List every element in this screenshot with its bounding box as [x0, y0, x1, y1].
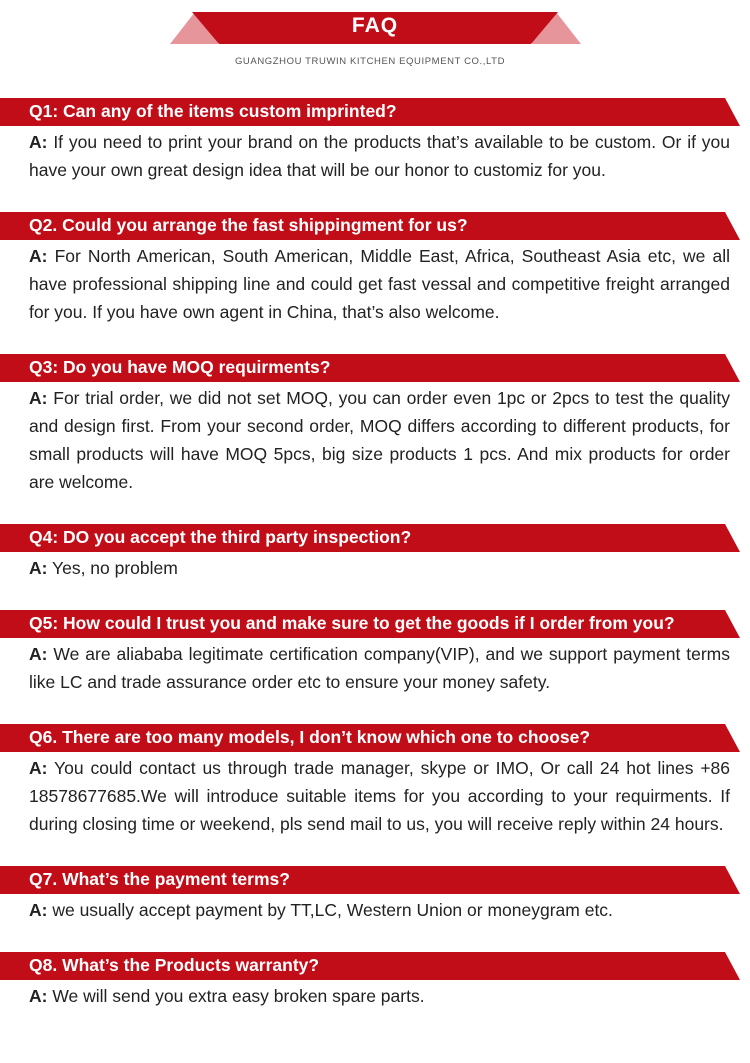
- question-text: Q6. There are too many models, I don’t know which one to choose?: [29, 727, 591, 747]
- answer-label: A:: [29, 900, 48, 920]
- answer-label: A:: [29, 644, 48, 664]
- answer-label: A:: [29, 558, 48, 578]
- question-bar: [0, 610, 740, 638]
- page-title: FAQ: [351, 14, 399, 37]
- answer-text: [29, 384, 730, 496]
- answer-text: [29, 982, 730, 1010]
- answer-text: [29, 640, 730, 696]
- question-text: Q2. Could you arrange the fast shippingment for us?: [29, 215, 468, 235]
- question-bar: [0, 866, 740, 894]
- answer-text: [29, 554, 730, 582]
- answer-label: A:: [29, 132, 48, 152]
- faq-item-5: [0, 610, 750, 696]
- company-name: GUANGZHOU TRUWIN KITCHEN EQUIPMENT CO.,LTD: [234, 56, 506, 67]
- question-text: Q3: Do you have MOQ requirments?: [29, 357, 331, 377]
- answer-label: A:: [29, 246, 48, 266]
- answer-body: we usually accept payment by TT,LC, Western Union or moneygram etc.: [52, 900, 613, 920]
- answer-label: A:: [29, 986, 48, 1006]
- answer-body: We will send you extra easy broken spare parts.: [52, 986, 425, 1006]
- faq-item-8: [0, 952, 750, 1010]
- answer-body: If you need to print your brand on the products that’s available to be custom. Or if you have your own great design idea that will be our honor to customiz for you.: [29, 132, 730, 180]
- answer-label: A:: [29, 758, 48, 778]
- faq-item-4: [0, 524, 750, 582]
- answer-body: We are aliababa legitimate certification company(VIP), and we support payment terms like LC and trade assurance order etc to ensure your money safety.: [29, 644, 730, 692]
- answer-text: [29, 896, 730, 924]
- faq-item-1: [0, 98, 750, 184]
- question-bar: [0, 354, 740, 382]
- question-bar: [0, 98, 740, 126]
- question-text: Q8. What’s the Products warranty?: [29, 955, 320, 975]
- question-bar: [0, 952, 740, 980]
- answer-body: Yes, no problem: [52, 558, 178, 578]
- faq-item-2: [0, 212, 750, 326]
- answer-body: You could contact us through trade manager, skype or IMO, Or call 24 hot lines +86 18578677685.We will introduce suitable items for you according to your requirments. If during closing time or weekend, pls send mail to us, you will receive reply within 24 hours.: [29, 758, 731, 834]
- faq-list: [0, 98, 750, 1038]
- answer-label: A:: [29, 388, 48, 408]
- answer-text: [29, 128, 730, 184]
- question-text: Q4: DO you accept the third party inspection?: [29, 527, 412, 547]
- answer-text: [29, 242, 730, 326]
- faq-item-3: [0, 354, 750, 496]
- question-text: Q1: Can any of the items custom imprinted?: [29, 101, 397, 121]
- answer-body: For trial order, we did not set MOQ, you can order even 1pc or 2pcs to test the quality and design first. From your second order, MOQ differs according to different products, for small products will have MOQ 5pcs, big size products 1 pcs. And mix products for order are welcome.: [29, 388, 730, 492]
- faq-item-6: [0, 724, 750, 838]
- answer-text: [29, 754, 730, 838]
- faq-header: [0, 0, 750, 80]
- faq-item-7: [0, 866, 750, 924]
- question-bar: [0, 524, 740, 552]
- question-bar: [0, 212, 740, 240]
- question-text: Q5: How could I trust you and make sure to get the goods if I order from you?: [29, 613, 675, 633]
- question-bar: [0, 724, 740, 752]
- answer-body: For North American, South American, Middle East, Africa, Southeast Asia etc, we all have professional shipping line and could get fast vessal and competitive freight arranged for you. If you have own agent in China, that’s also welcome.: [29, 246, 730, 322]
- question-text: Q7. What’s the payment terms?: [29, 869, 290, 889]
